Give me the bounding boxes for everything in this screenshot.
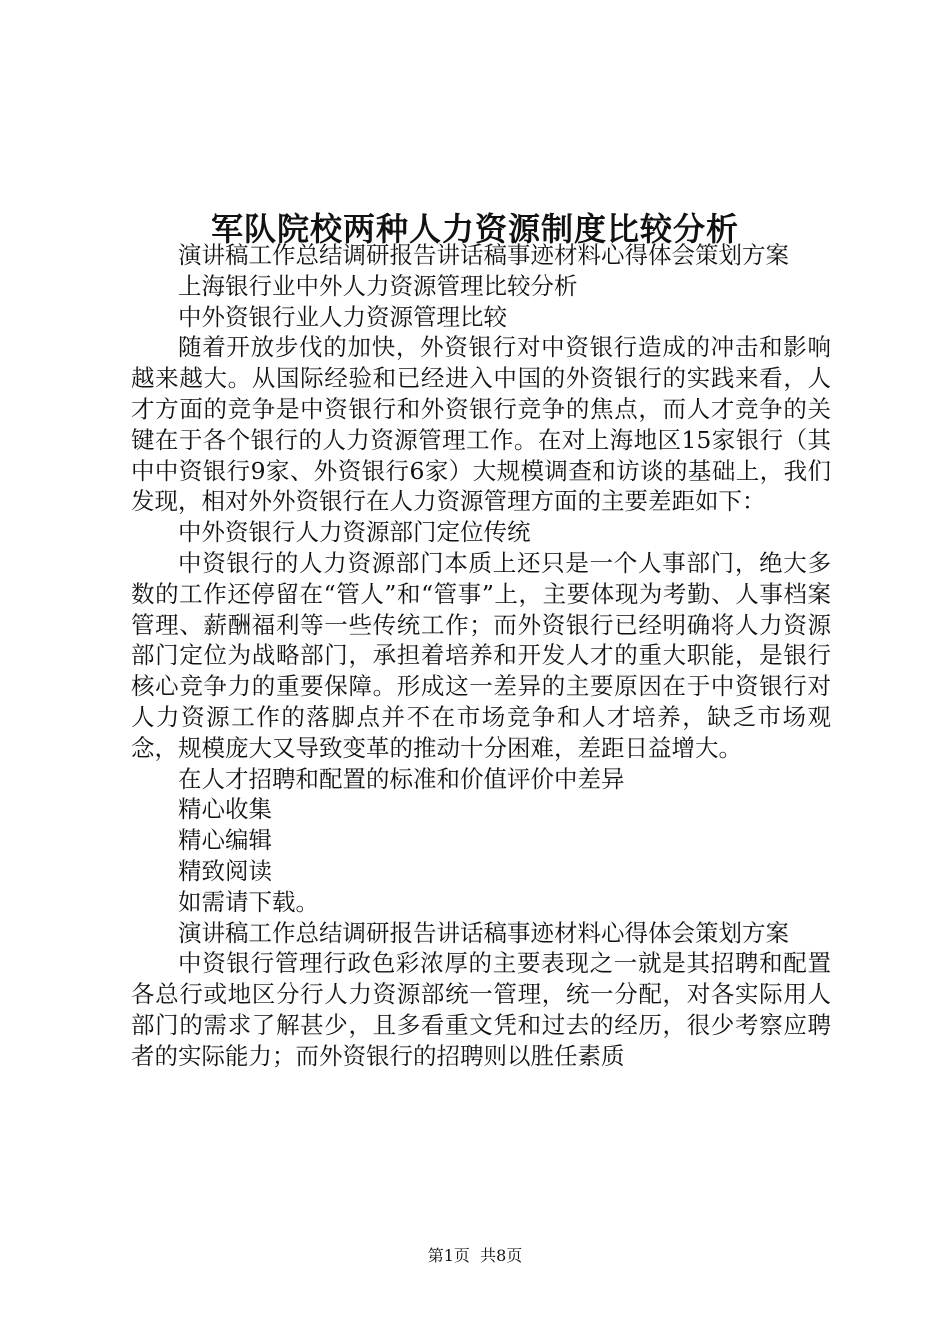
- paragraph: 在人才招聘和配置的标准和价值评价中差异: [178, 764, 625, 793]
- document-title: 军队院校两种人力资源制度比较分析: [210, 210, 739, 249]
- paragraph: 如需请下载。: [178, 887, 319, 916]
- document-body: [131, 240, 831, 1072]
- paragraph: 中外资银行业人力资源管理比较: [178, 302, 507, 331]
- paragraph: 精心收集: [178, 795, 272, 824]
- paragraph: 随着开放步伐的加快，外资银行对中资银行造成的冲击和影响越来越大。从国际经验和已经进入中国的外资银行的实践来看，人才方面的竞争是中资银行和外资银行竞争的焦点，而人才竞争的关键在于各个银行的人力资源管理工作。在对上海地区15家银行（其中中资银行9家、外资银行6家）大规模调查和访谈的基础上，我们发现，相对外外资银行在人力资源管理方面的主要差距如下：: [131, 333, 831, 516]
- paragraph: 中资银行管理行政色彩浓厚的主要表现之一就是其招聘和配置各总行或地区分行人力资源部统一管理，统一分配，对各实际用人部门的需求了解甚少，且多看重文凭和过去的经历，很少考察应聘者的实际能力；而外资银行的招聘则以胜任素质: [131, 949, 831, 1070]
- paragraph: 演讲稿工作总结调研报告讲话稿事迹材料心得体会策划方案: [178, 918, 789, 947]
- paragraph: 中资银行的人力资源部门本质上还只是一个人事部门，绝大多数的工作还停留在“管人”和“管事”上，主要体现为考勤、人事档案管理、薪酬福利等一些传统工作；而外资银行已经明确将人力资源部门定位为战略部门，承担着培养和开发人才的重大职能，是银行核心竞争力的重要保障。形成这一差异的主要原因在于中资银行对人力资源工作的落脚点并不在市场竞争和人才培养，缺乏市场观念，规模庞大又导致变革的推动十分困难，差距日益增大。: [131, 548, 831, 762]
- paragraph: 演讲稿工作总结调研报告讲话稿事迹材料心得体会策划方案: [178, 241, 789, 269]
- paragraph: 中外资银行人力资源部门定位传统: [178, 518, 531, 547]
- paragraph: 上海银行业中外人力资源管理比较分析: [178, 271, 578, 300]
- paragraph: 精心编辑: [178, 826, 272, 855]
- page-footer: 第1页 共8页: [427, 1246, 523, 1265]
- paragraph: 精致阅读: [178, 856, 272, 885]
